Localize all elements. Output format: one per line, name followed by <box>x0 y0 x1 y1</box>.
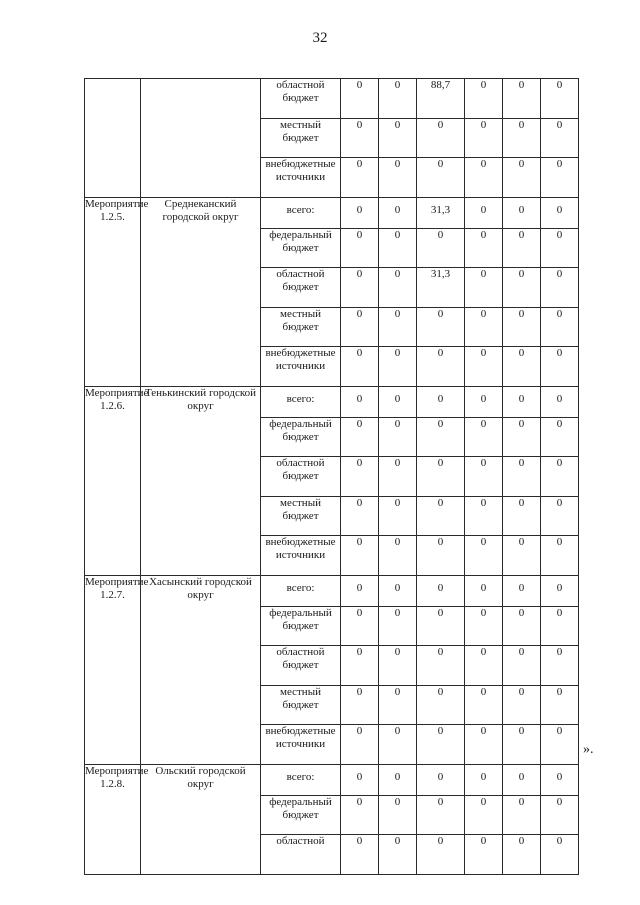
value-cell: 0 <box>417 725 465 765</box>
value-cell: 0 <box>465 575 503 606</box>
value-cell: 0 <box>503 606 541 646</box>
value-cell: 0 <box>379 347 417 387</box>
value-cell: 0 <box>341 575 379 606</box>
value-cell: 0 <box>541 118 579 158</box>
value-cell: 0 <box>341 268 379 308</box>
value-cell: 0 <box>541 197 579 228</box>
value-cell: 0 <box>465 417 503 457</box>
value-cell: 0 <box>341 496 379 536</box>
value-cell: 0 <box>341 685 379 725</box>
district-name-cell: Тенькинский городской округ <box>141 386 261 575</box>
funding-source-cell: местный бюджет <box>261 496 341 536</box>
value-cell: 0 <box>417 347 465 387</box>
value-cell: 0 <box>379 417 417 457</box>
value-cell: 0 <box>541 79 579 119</box>
value-cell: 0 <box>417 685 465 725</box>
value-cell: 0 <box>417 457 465 497</box>
value-cell: 0 <box>541 386 579 417</box>
value-cell: 0 <box>341 158 379 198</box>
value-cell: 0 <box>465 496 503 536</box>
value-cell: 0 <box>541 606 579 646</box>
value-cell: 0 <box>503 685 541 725</box>
value-cell: 0 <box>503 268 541 308</box>
value-cell: 0 <box>503 386 541 417</box>
closing-quote-mark: ». <box>583 742 594 757</box>
value-cell: 0 <box>465 646 503 686</box>
value-cell: 0 <box>417 536 465 576</box>
value-cell: 0 <box>341 228 379 268</box>
value-cell: 31,3 <box>417 268 465 308</box>
value-cell: 0 <box>379 307 417 347</box>
value-cell: 0 <box>465 764 503 795</box>
value-cell: 0 <box>541 158 579 198</box>
funding-source-cell: внебюджетные источники <box>261 725 341 765</box>
value-cell: 0 <box>541 228 579 268</box>
value-cell: 0 <box>379 158 417 198</box>
value-cell: 0 <box>465 268 503 308</box>
value-cell: 0 <box>465 118 503 158</box>
value-cell: 0 <box>541 764 579 795</box>
value-cell: 0 <box>503 158 541 198</box>
value-cell: 0 <box>379 536 417 576</box>
value-cell: 0 <box>341 764 379 795</box>
value-cell: 0 <box>417 835 465 875</box>
value-cell: 0 <box>417 646 465 686</box>
value-cell: 0 <box>503 646 541 686</box>
value-cell: 0 <box>341 118 379 158</box>
value-cell: 0 <box>503 228 541 268</box>
value-cell: 0 <box>379 228 417 268</box>
event-number-cell: Мероприятие 1.2.5. <box>85 197 141 386</box>
value-cell: 0 <box>379 575 417 606</box>
value-cell: 0 <box>417 417 465 457</box>
value-cell: 0 <box>341 457 379 497</box>
value-cell: 0 <box>541 575 579 606</box>
district-name-cell: Хасынский городской округ <box>141 575 261 764</box>
district-cell-empty <box>141 79 261 198</box>
value-cell: 0 <box>465 307 503 347</box>
funding-table <box>84 78 579 875</box>
value-cell: 0 <box>465 685 503 725</box>
value-cell: 0 <box>541 725 579 765</box>
value-cell: 0 <box>465 536 503 576</box>
value-cell: 0 <box>465 228 503 268</box>
value-cell: 0 <box>465 386 503 417</box>
value-cell: 0 <box>379 118 417 158</box>
value-cell: 0 <box>465 457 503 497</box>
event-number-cell: Мероприятие 1.2.7. <box>85 575 141 764</box>
value-cell: 0 <box>503 79 541 119</box>
value-cell: 0 <box>465 79 503 119</box>
value-cell: 0 <box>503 457 541 497</box>
funding-source-cell: всего: <box>261 764 341 795</box>
value-cell: 0 <box>541 795 579 835</box>
value-cell: 0 <box>503 197 541 228</box>
event-number-cell: Мероприятие 1.2.6. <box>85 386 141 575</box>
value-cell: 0 <box>465 725 503 765</box>
value-cell: 0 <box>503 417 541 457</box>
event-cell-empty <box>85 79 141 198</box>
funding-source-cell: федеральный бюджет <box>261 606 341 646</box>
value-cell: 0 <box>417 496 465 536</box>
value-cell: 0 <box>503 764 541 795</box>
value-cell: 0 <box>503 536 541 576</box>
value-cell: 0 <box>465 197 503 228</box>
funding-source-cell: внебюджетные источники <box>261 158 341 198</box>
value-cell: 0 <box>341 386 379 417</box>
value-cell: 0 <box>541 536 579 576</box>
funding-source-cell: всего: <box>261 197 341 228</box>
value-cell: 0 <box>379 79 417 119</box>
value-cell: 0 <box>379 457 417 497</box>
value-cell: 0 <box>341 197 379 228</box>
value-cell: 0 <box>341 417 379 457</box>
value-cell: 0 <box>379 764 417 795</box>
event-number-cell: Мероприятие 1.2.8. <box>85 764 141 874</box>
funding-source-cell: областной бюджет <box>261 457 341 497</box>
table-row <box>85 197 579 228</box>
table-row <box>85 386 579 417</box>
value-cell: 0 <box>379 268 417 308</box>
value-cell: 0 <box>341 307 379 347</box>
funding-source-cell: всего: <box>261 575 341 606</box>
funding-source-cell: областной <box>261 835 341 875</box>
value-cell: 0 <box>417 228 465 268</box>
value-cell: 0 <box>341 795 379 835</box>
value-cell: 0 <box>503 307 541 347</box>
value-cell: 0 <box>379 725 417 765</box>
table-body <box>85 79 579 875</box>
value-cell: 0 <box>503 835 541 875</box>
value-cell: 0 <box>541 835 579 875</box>
value-cell: 0 <box>341 835 379 875</box>
value-cell: 0 <box>379 835 417 875</box>
district-name-cell: Ольский городской округ <box>141 764 261 874</box>
value-cell: 0 <box>379 606 417 646</box>
funding-source-cell: внебюджетные источники <box>261 347 341 387</box>
funding-source-cell: местный бюджет <box>261 307 341 347</box>
value-cell: 31,3 <box>417 197 465 228</box>
value-cell: 0 <box>417 386 465 417</box>
value-cell: 0 <box>465 835 503 875</box>
value-cell: 0 <box>541 646 579 686</box>
table-row <box>85 79 579 119</box>
value-cell: 0 <box>503 496 541 536</box>
value-cell: 0 <box>541 268 579 308</box>
value-cell: 0 <box>341 536 379 576</box>
funding-source-cell: федеральный бюджет <box>261 228 341 268</box>
value-cell: 0 <box>503 118 541 158</box>
value-cell: 0 <box>417 307 465 347</box>
value-cell: 0 <box>379 646 417 686</box>
value-cell: 0 <box>417 118 465 158</box>
value-cell: 0 <box>341 347 379 387</box>
value-cell: 0 <box>465 347 503 387</box>
value-cell: 0 <box>417 764 465 795</box>
page-number: 32 <box>312 30 328 46</box>
funding-source-cell: областной бюджет <box>261 268 341 308</box>
value-cell: 0 <box>503 347 541 387</box>
funding-source-cell: всего: <box>261 386 341 417</box>
funding-source-cell: местный бюджет <box>261 685 341 725</box>
value-cell: 0 <box>417 795 465 835</box>
funding-source-cell: федеральный бюджет <box>261 795 341 835</box>
value-cell: 0 <box>417 606 465 646</box>
value-cell: 0 <box>503 575 541 606</box>
value-cell: 0 <box>379 197 417 228</box>
value-cell: 0 <box>341 79 379 119</box>
value-cell: 0 <box>503 725 541 765</box>
value-cell: 0 <box>379 685 417 725</box>
funding-source-cell: внебюджетные источники <box>261 536 341 576</box>
table-row <box>85 575 579 606</box>
value-cell: 0 <box>541 417 579 457</box>
table-row <box>85 764 579 795</box>
value-cell: 0 <box>379 386 417 417</box>
value-cell: 88,7 <box>417 79 465 119</box>
value-cell: 0 <box>465 158 503 198</box>
value-cell: 0 <box>341 646 379 686</box>
value-cell: 0 <box>541 347 579 387</box>
funding-source-cell: местный бюджет <box>261 118 341 158</box>
value-cell: 0 <box>341 606 379 646</box>
value-cell: 0 <box>541 496 579 536</box>
value-cell: 0 <box>541 685 579 725</box>
value-cell: 0 <box>379 795 417 835</box>
value-cell: 0 <box>503 795 541 835</box>
funding-source-cell: областной бюджет <box>261 79 341 119</box>
value-cell: 0 <box>417 575 465 606</box>
value-cell: 0 <box>465 606 503 646</box>
value-cell: 0 <box>417 158 465 198</box>
value-cell: 0 <box>541 457 579 497</box>
funding-source-cell: федеральный бюджет <box>261 417 341 457</box>
value-cell: 0 <box>541 307 579 347</box>
district-name-cell: Среднеканский городской округ <box>141 197 261 386</box>
value-cell: 0 <box>341 725 379 765</box>
funding-source-cell: областной бюджет <box>261 646 341 686</box>
value-cell: 0 <box>379 496 417 536</box>
value-cell: 0 <box>465 795 503 835</box>
